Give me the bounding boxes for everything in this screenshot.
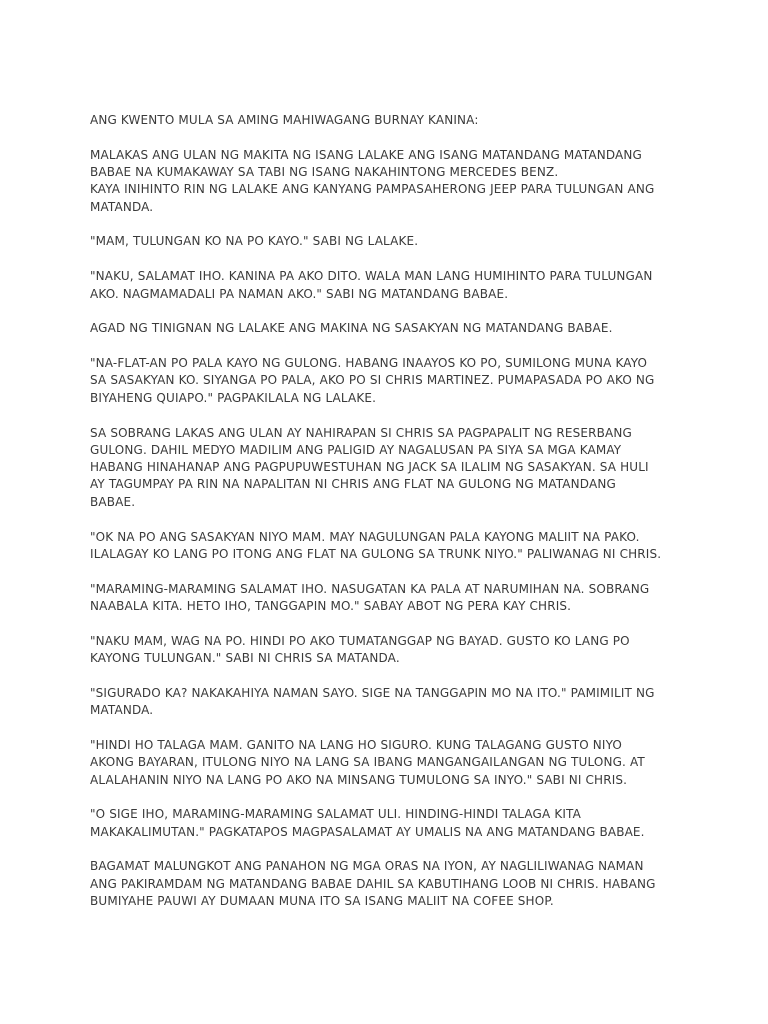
paragraph-line: HABANG HINAHANAP ANG PAGPUPUWESTUHAN NG JACK SA ILALIM NG SASAKYAN. SA HULI — [90, 460, 649, 475]
paragraph-line: ANG PAKIRAMDAM NG MATANDANG BABAE DAHIL SA KABUTIHANG LOOB NI CHRIS. HABANG — [90, 876, 656, 891]
paragraph-line: BAGAMAT MALUNGKOT ANG PANAHON NG MGA ORAS NA IYON, AY NAGLILIWANAG NAMAN — [90, 859, 644, 874]
paragraph-line: MATANDA. — [90, 703, 154, 718]
paragraph-8 — [90, 581, 690, 616]
paragraph-1 — [90, 147, 690, 216]
paragraph-line: "NAKU MAM, WAG NA PO. HINDI PO AKO TUMATANGGAP NG BAYAD. GUSTO KO LANG PO — [90, 633, 630, 648]
paragraph-line: "MARAMING-MARAMING SALAMAT IHO. NASUGATAN KA PALA AT NARUMIHAN NA. SOBRANG — [90, 581, 650, 596]
paragraph-line: KAYA INIHINTO RIN NG LALAKE ANG KANYANG PAMPASAHERONG JEEP PARA TULUNGAN ANG — [90, 182, 655, 197]
paragraph-11 — [90, 737, 690, 789]
paragraph-line: "O SIGE IHO, MARAMING-MARAMING SALAMAT ULI. HINDING-HINDI TALAGA KITA — [90, 807, 581, 822]
paragraph-line: GULONG. DAHIL MEDYO MADILIM ANG PALIGID AY NAGALUSAN PA SIYA SA MGA KAMAY — [90, 442, 622, 457]
paragraph-line: "NAKU, SALAMAT IHO. KANINA PA AKO DITO. WALA MAN LANG HUMIHINTO PARA TULUNGAN — [90, 269, 653, 284]
paragraph-line: BUMIYAHE PAUWI AY DUMAAN MUNA ITO SA ISANG MALIIT NA COFEE SHOP. — [90, 894, 554, 908]
paragraph-line: ALALAHANIN NIYO NA LANG PO AKO NA MINSANG TUMULONG SA INYO." SABI NI CHRIS. — [90, 772, 628, 787]
paragraph-7 — [90, 529, 690, 564]
paragraph-line: AY TAGUMPAY PA RIN NA NAPALITAN NI CHRIS ANG FLAT NA GULONG NG MATANDANG — [90, 477, 616, 492]
paragraph-line: BABAE. — [90, 494, 136, 509]
paragraph-10 — [90, 685, 690, 720]
paragraph-6 — [90, 425, 690, 511]
paragraph-line: MAKAKALIMUTAN." PAGKATAPOS MAGPASALAMAT AY UMALIS NA ANG MATANDANG BABAE. — [90, 824, 645, 839]
paragraph-line: MALAKAS ANG ULAN NG MAKITA NG ISANG LALAKE ANG ISANG MATANDANG MATANDANG — [90, 147, 642, 162]
paragraph-12 — [90, 806, 690, 841]
paragraph-line: "OK NA PO ANG SASAKYAN NIYO MAM. MAY NAGULUNGAN PALA KAYONG MALIIT NA PAKO. — [90, 529, 640, 544]
paragraph-line: AKO. NAGMAMADALI PA NAMAN AKO." SABI NG MATANDANG BABAE. — [90, 286, 509, 301]
paragraph-3 — [90, 268, 690, 303]
paragraph-line: KAYONG TULUNGAN." SABI NI CHRIS SA MATANDA. — [90, 651, 400, 666]
paragraph-line: AGAD NG TINIGNAN NG LALAKE ANG MAKINA NG SASAKYAN NG MATANDANG BABAE. — [90, 321, 613, 336]
paragraph-line: "NA-FLAT-AN PO PALA KAYO NG GULONG. HABANG INAAYOS KO PO, SUMILONG MUNA KAYO — [90, 356, 648, 371]
paragraph-line: BIYAHENG QUIAPO." PAGPAKILALA NG LALAKE. — [90, 390, 377, 405]
paragraph-13 — [90, 858, 690, 910]
paragraph-2 — [90, 233, 690, 250]
paragraph-line: "MAM, TULUNGAN KO NA PO KAYO." SABI NG LALAKE. — [90, 234, 419, 249]
paragraph-line: "SIGURADO KA? NAKAKAHIYA NAMAN SAYO. SIGE NA TANGGAPIN MO NA ITO." PAMIMILIT NG — [90, 685, 655, 700]
paragraph-line: AKONG BAYARAN, ITULONG NIYO NA LANG SA IBANG MANGANGAILANGAN NG TULONG. AT — [90, 755, 645, 770]
paragraph-line: SA SASAKYAN KO. SIYANGA PO PALA, AKO PO SI CHRIS MARTINEZ. PUMAPASADA PO AKO NG — [90, 373, 655, 388]
paragraph-line: BABAE NA KUMAKAWAY SA TABI NG ISANG NAKAHINTONG MERCEDES BENZ. — [90, 165, 559, 180]
title-line: ANG KWENTO MULA SA AMING MAHIWAGANG BURNAY KANINA: — [90, 113, 479, 127]
paragraph-4 — [90, 320, 690, 337]
document-title — [90, 112, 690, 129]
paragraph-5 — [90, 355, 690, 407]
paragraph-line: MATANDA. — [90, 199, 154, 214]
paragraph-9 — [90, 633, 690, 668]
document-body — [90, 112, 690, 928]
paragraph-line: NAABALA KITA. HETO IHO, TANGGAPIN MO." SABAY ABOT NG PERA KAY CHRIS. — [90, 598, 572, 613]
paragraph-line: "HINDI HO TALAGA MAM. GANITO NA LANG HO SIGURO. KUNG TALAGANG GUSTO NIYO — [90, 737, 622, 752]
paragraph-line: ILALAGAY KO LANG PO ITONG ANG FLAT NA GULONG SA TRUNK NIYO." PALIWANAG NI CHRIS. — [90, 546, 662, 561]
paragraph-line: SA SOBRANG LAKAS ANG ULAN AY NAHIRAPAN SI CHRIS SA PAGPAPALIT NG RESERBANG — [90, 425, 632, 440]
